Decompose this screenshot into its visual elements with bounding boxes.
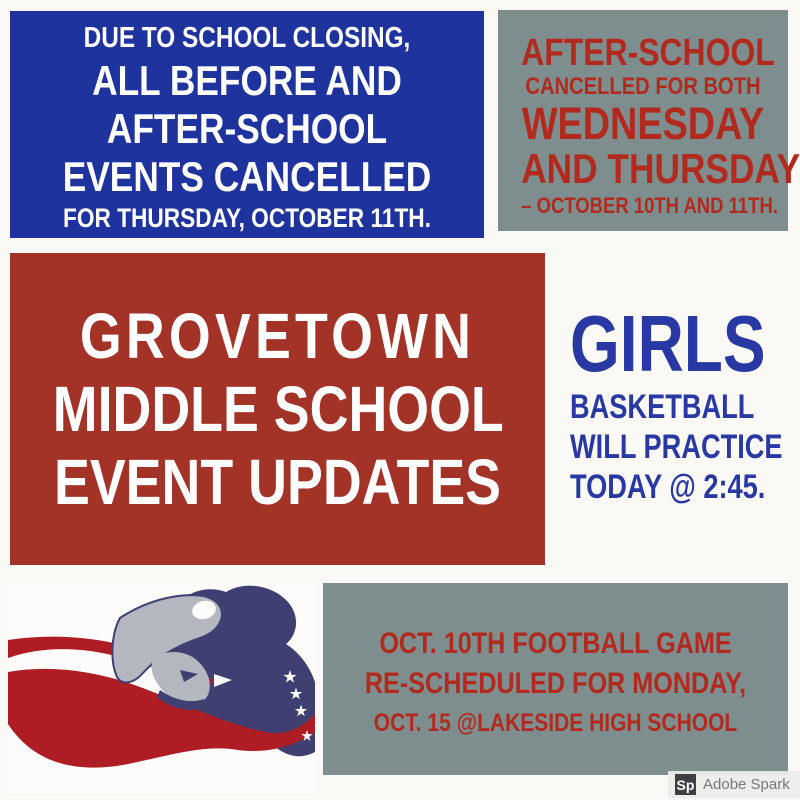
adobe-spark-logo-icon: Sp — [675, 774, 696, 795]
text-line: DUE TO SCHOOL CLOSING, — [83, 21, 411, 54]
title-line: EVENT UPDATES — [53, 445, 502, 518]
text-line: GIRLS — [570, 299, 766, 388]
text-line: RE-SCHEDULED FOR MONDAY, — [364, 667, 747, 700]
tile-football-reschedule — [323, 583, 788, 775]
page-title — [53, 300, 502, 519]
text-line: AND THURSDAY — [521, 144, 800, 192]
patriot-head-flag-logo — [8, 584, 315, 793]
text-line: OCT. 15 @LAKESIDE HIGH SCHOOL — [373, 709, 738, 737]
girls-basketball-text — [570, 299, 783, 507]
text-line: FOR THURSDAY, OCTOBER 11TH. — [63, 202, 431, 233]
text-line: ALL BEFORE AND — [92, 56, 402, 104]
text-line: TODAY @ 2:45. — [570, 468, 766, 506]
adobe-spark-watermark — [668, 771, 800, 798]
title-line: MIDDLE SCHOOL — [52, 372, 504, 445]
text-line: CANCELLED FOR BOTH — [525, 72, 761, 100]
football-text — [360, 624, 751, 742]
tile-after-school-cancelled — [498, 10, 800, 231]
girls-basketball-note — [570, 301, 800, 507]
tile-title — [10, 253, 545, 565]
text-line: OCT. 10TH FOOTBALL GAME — [379, 627, 732, 660]
text-line: EVENTS CANCELLED — [62, 152, 432, 200]
title-line: GROVETOWN — [79, 299, 476, 372]
text-line: AFTER-SCHOOL — [106, 104, 388, 152]
school-closing-text — [48, 20, 446, 236]
text-line: BASKETBALL — [570, 388, 755, 426]
text-line: WILL PRACTICE — [570, 428, 783, 466]
patriot-logo-icon — [8, 584, 315, 793]
after-school-text — [521, 31, 800, 221]
adobe-spark-label: Adobe Spark — [703, 776, 790, 793]
text-line: AFTER-SCHOOL — [521, 31, 775, 74]
text-line: WEDNESDAY — [521, 97, 765, 149]
text-line: – OCTOBER 10TH AND 11TH. — [521, 192, 778, 218]
tile-school-closing — [10, 11, 484, 238]
